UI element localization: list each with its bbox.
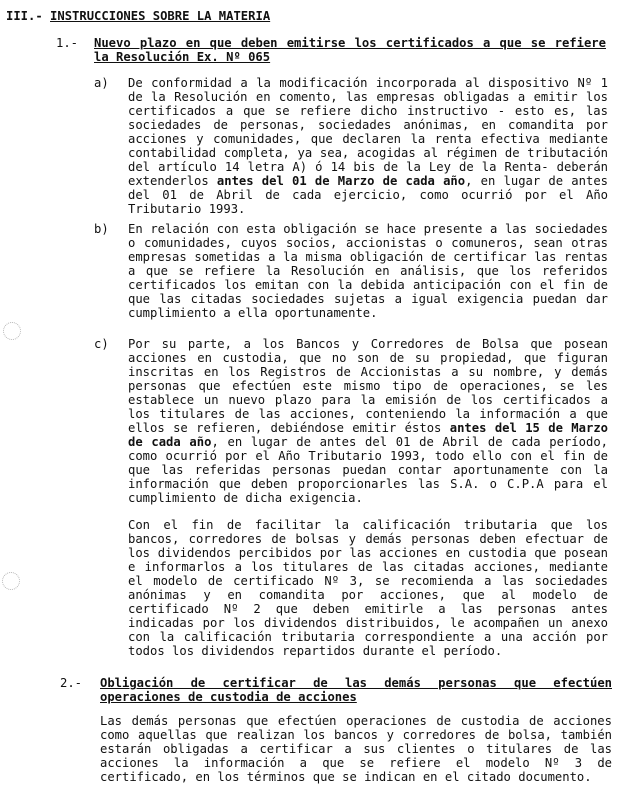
paragraph-b-letter: b) bbox=[94, 222, 109, 236]
scan-smudge bbox=[3, 322, 21, 340]
section-title: INSTRUCCIONES SOBRE LA MATERIA bbox=[50, 9, 271, 23]
item-1-number: 1.- bbox=[56, 36, 79, 50]
paragraph-a-text-1: De conformidad a la modificación incorporada al dispositivo Nº 1 de la Resolución en comento, las empresas obligadas a emitir los certificados a que se refiere dicho instructivo - esto es, las sociedades de personas, sociedades anónimas, en comandita por acciones y comunidades, que declaren la renta efectiva mediante contabilidad completa, ya sea, acogidas al régimen de tributación del artículo 14 letra A) ó 14 bis de la Ley de la Renta- deberán extenderlos bbox=[128, 76, 608, 188]
paragraph-a-letter: a) bbox=[94, 76, 109, 90]
scan-smudge bbox=[2, 572, 20, 590]
item-2-paragraph: Las demás personas que efectúen operaciones de custodia de acciones como aquellas que realizan los bancos y corredores de bolsa, también estarán obligadas a certificar a sus clientes o titulares de las acciones la información a que se refiere el modelo Nº 3 de certificado, en los términos que se indican en el citado documento. bbox=[100, 714, 612, 784]
paragraph-c-letter: c) bbox=[94, 337, 109, 351]
paragraph-a-text-2: , en lugar de antes del 01 de Abril de cada ejercicio, como ocurrió por el Año Tributario 1993. bbox=[128, 174, 608, 216]
section-heading bbox=[6, 9, 270, 23]
paragraph-c-continuation: Con el fin de facilitar la calificación tributaria que los bancos, corredores de bolsas y demás personas deben efectuar de los dividendos percibidos por las acciones en custodia que posean e informarlos a los titulares de las citadas acciones, mediante el modelo de certificado Nº 3, se recomienda a las sociedades anónimas y en comandita por acciones, que al modelo de certificado Nº 2 que deben emitirle a las personas antes indicadas por los dividendos distribuidos, le acompañen un anexo con la calificación tributaria correspondiente a una acción por todos los dividendos repartidos durante el período. bbox=[128, 518, 608, 658]
paragraph-c bbox=[128, 337, 608, 505]
item-2-title: Obligación de certificar de las demás personas que efectúen operaciones de custodia de acciones bbox=[100, 676, 612, 704]
item-2-number: 2.- bbox=[60, 676, 83, 690]
item-1-title: Nuevo plazo en que deben emitirse los certificados a que se refiere la Resolución Ex. Nº 065 bbox=[94, 36, 606, 64]
paragraph-a-deadline: antes del 01 de Marzo de cada año bbox=[216, 174, 466, 188]
paragraph-b: En relación con esta obligación se hace presente a las sociedades o comunidades, cuyos socios, accionistas o comuneros, sean otras empresas sometidas a la misma obligación de certificar las rentas a que se refiere la Resolución en análisis, que los referidos certificados los emitan con la debida anticipación con el fin de que las citadas sociedades sujetas a igual exigencia puedan dar cumplimiento a ella oportunamente. bbox=[128, 222, 608, 320]
paragraph-c-text-2: , en lugar de antes del 01 de Abril de cada período, como ocurrió por el Año Tributario 1993, todo ello con el fin de que las referidas personas puedan contar aportunamente con la información que deben proporcionarles las S.A. o C.P.A para el cumplimiento de dicha exigencia. bbox=[128, 435, 608, 505]
paragraph-a bbox=[128, 76, 608, 216]
paragraph-c-text-1: Por su parte, a los Bancos y Corredores de Bolsa que posean acciones en custodia, que no son de su propiedad, que figuran inscritas en los Registros de Accionistas a su nombre, y demás personas que efectúen este mismo tipo de operaciones, se les establece un nuevo plazo para la emisión de los certificados a los titulares de las acciones, conteniendo la información a que ellos se refieren, debiéndose emitir éstos bbox=[128, 337, 608, 435]
section-number: III.- bbox=[6, 9, 43, 23]
paragraph-c-deadline: antes del 15 de Marzo de cada año bbox=[128, 421, 608, 449]
